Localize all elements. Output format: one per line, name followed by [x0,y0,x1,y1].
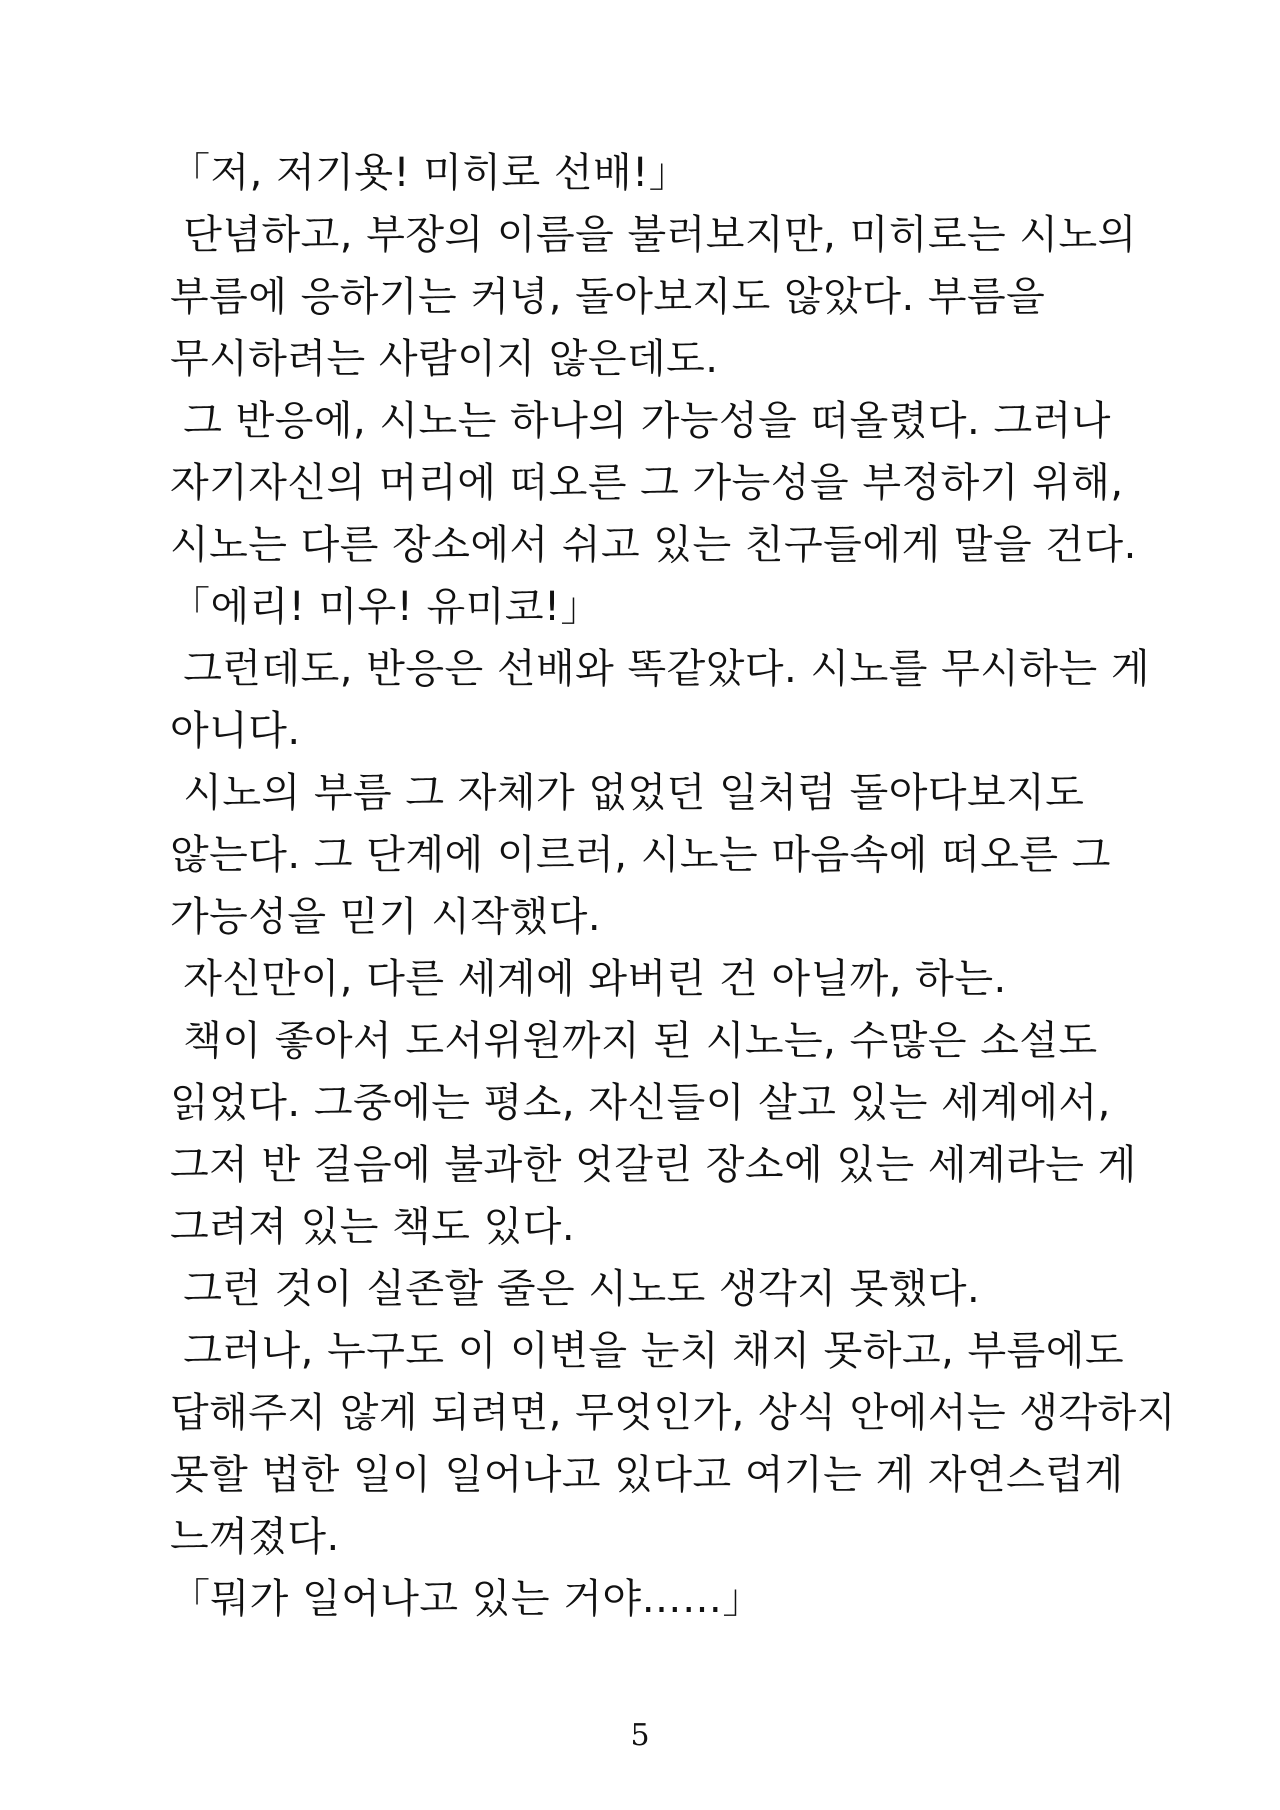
text-line: 그 반응에, 시노는 하나의 가능성을 떠올렸다. 그러나 [170,398,1111,444]
text-line: 답해주지 않게 되려면, 무엇인가, 상식 안에서는 생각하지 [170,1390,1176,1436]
text-line: 단념하고, 부장의 이름을 불러보지만, 미히로는 시노의 [170,212,1137,258]
text-line: 않는다. 그 단계에 이르러, 시노는 마음속에 떠오른 그 [170,832,1111,878]
text-line: 「뭐가 일어나고 있는 거야……」 [170,1576,764,1622]
text-line: 시노는 다른 장소에서 쉬고 있는 친구들에게 말을 건다. [170,522,1137,568]
text-line: 무시하려는 사람이지 않은데도. [170,336,719,382]
text-line: 못할 법한 일이 일어나고 있다고 여기는 게 자연스럽게 [170,1452,1124,1498]
text-line: 시노의 부름 그 자체가 없었던 일처럼 돌아다보지도 [170,770,1085,816]
text-line: 자신만이, 다른 세계에 와버린 건 아닐까, 하는. [170,956,1007,1002]
text-line: 읽었다. 그중에는 평소, 자신들이 살고 있는 세계에서, [170,1080,1111,1126]
text-line: 그려져 있는 책도 있다. [170,1204,576,1250]
text-line: 그저 반 걸음에 불과한 엇갈린 장소에 있는 세계라는 게 [170,1142,1137,1188]
page-number: 5 [630,1718,650,1753]
text-line: 아니다. [170,708,301,754]
text-line: 느껴졌다. [170,1514,340,1560]
text-line: 부름에 응하기는 커녕, 돌아보지도 않았다. 부름을 [170,274,1046,320]
text-line: 그러나, 누구도 이 이변을 눈치 채지 못하고, 부름에도 [170,1328,1125,1374]
text-line: 그런데도, 반응은 선배와 똑같았다. 시노를 무시하는 게 [170,646,1151,692]
text-line: 「에리! 미우! 유미코!」 [170,584,602,630]
text-line: 자기자신의 머리에 떠오른 그 가능성을 부정하기 위해, [170,460,1124,506]
text-line: 그런 것이 실존할 줄은 시노도 생각지 못했다. [170,1266,981,1312]
text-line: 「저, 저기욧! 미히로 선배!」 [170,150,690,196]
text-line: 책이 좋아서 도서위원까지 된 시노는, 수많은 소설도 [170,1018,1098,1064]
text-line: 가능성을 믿기 시작했다. [170,894,602,940]
body-text [170,142,1190,1630]
